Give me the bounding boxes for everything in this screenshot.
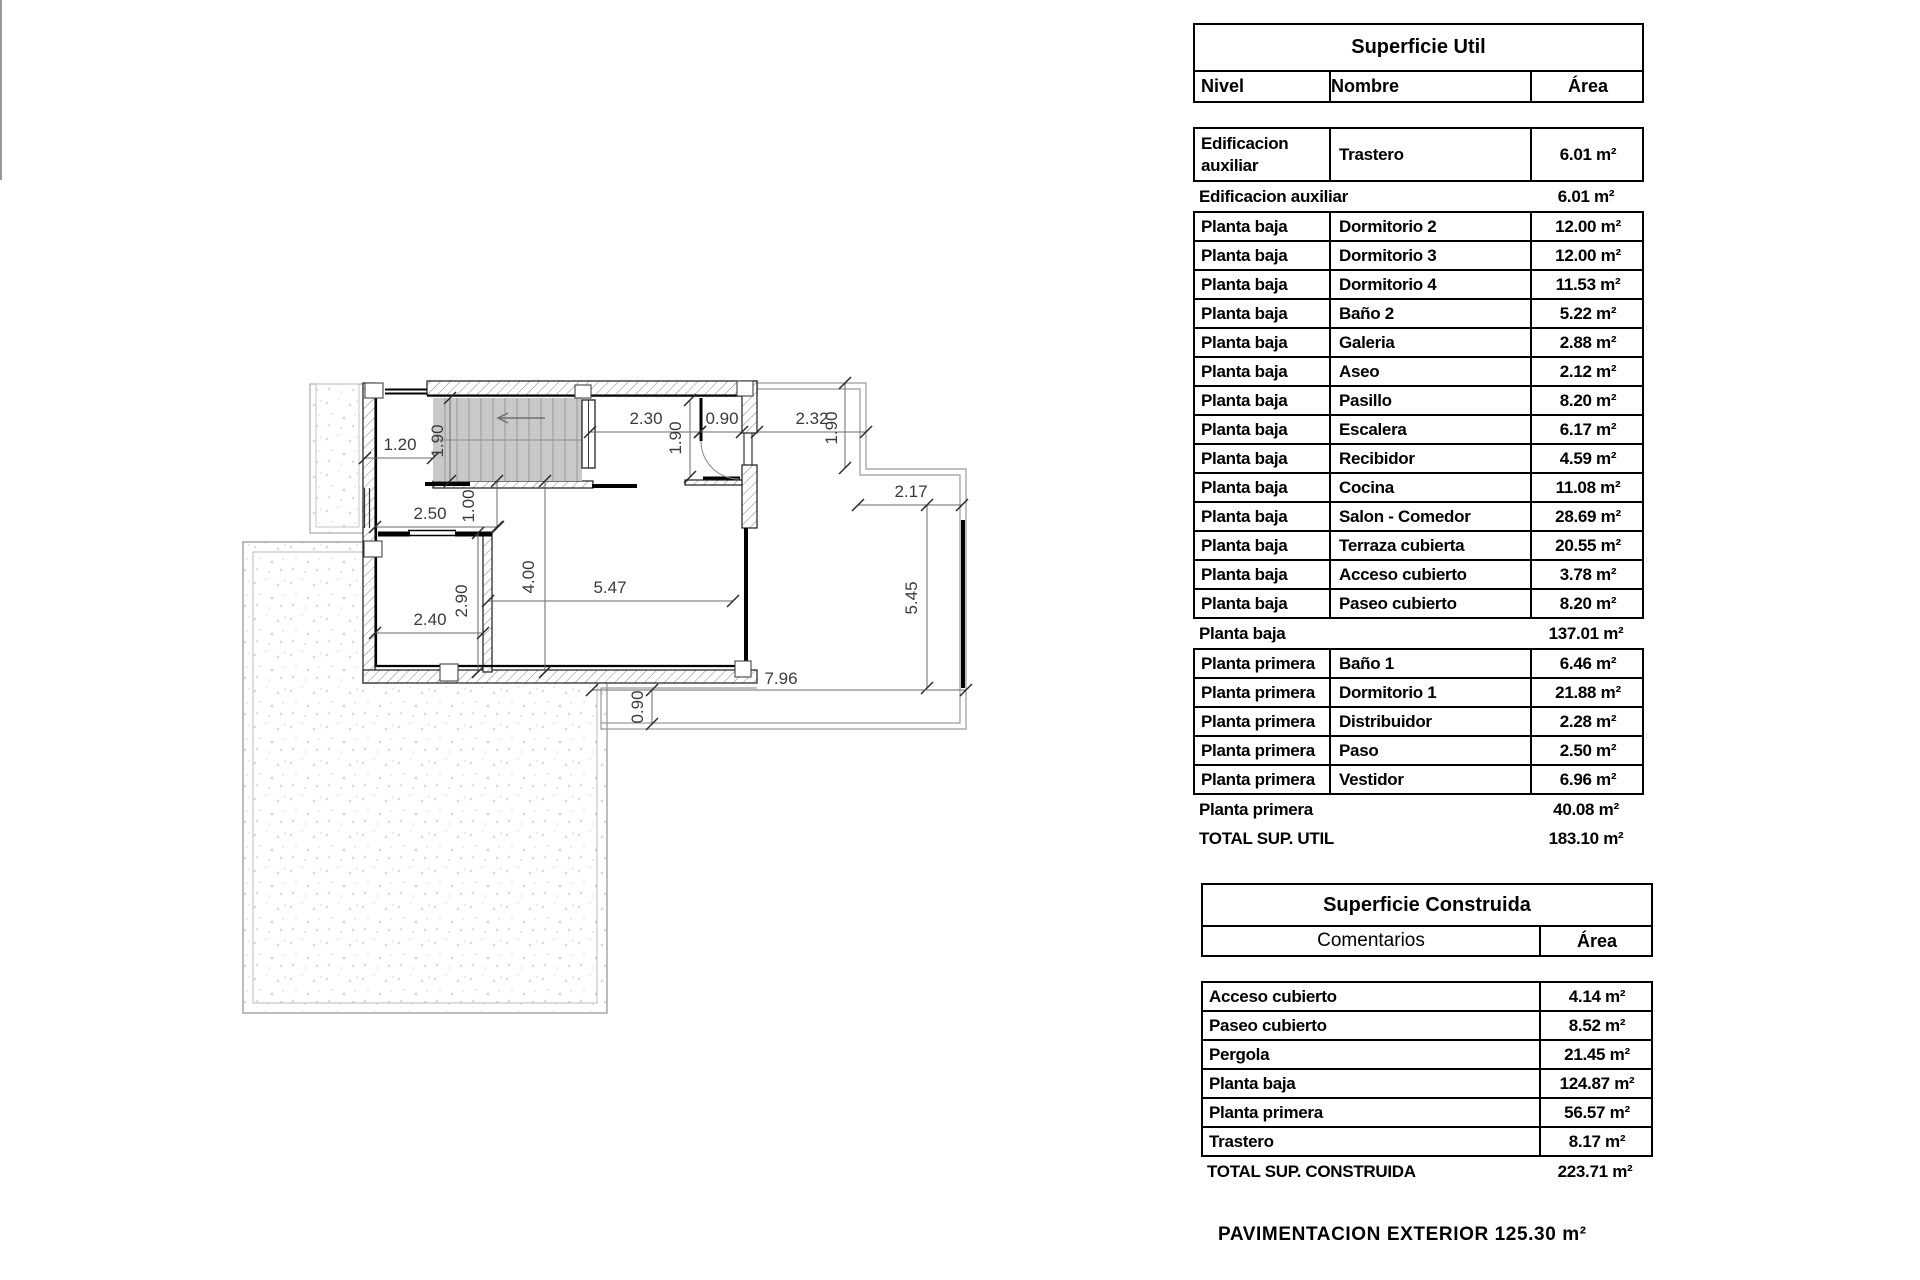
table-row bbox=[1193, 127, 1644, 182]
table-row bbox=[1193, 677, 1644, 708]
cell-area: 8.17 m² bbox=[1539, 1128, 1653, 1155]
cell-area: 5.22 m² bbox=[1530, 300, 1644, 327]
dimension-label: 1.90 bbox=[822, 411, 841, 445]
cell-nombre: Paso bbox=[1329, 737, 1530, 764]
dimension-label: 2.17 bbox=[894, 482, 928, 501]
cell-comentario: Paseo cubierto bbox=[1209, 1015, 1327, 1035]
cell-area: 20.55 m² bbox=[1530, 532, 1644, 559]
cell-comentario: Acceso cubierto bbox=[1209, 986, 1337, 1006]
dimension-label: 4.00 bbox=[519, 560, 538, 594]
cell-nombre: Vestidor bbox=[1329, 766, 1530, 793]
table-row bbox=[1201, 1126, 1653, 1157]
cell-nivel: Planta primera bbox=[1201, 769, 1315, 789]
cell-nivel: Planta baja bbox=[1201, 361, 1288, 381]
cell-nombre: Terraza cubierta bbox=[1329, 532, 1530, 559]
table-row bbox=[1201, 1068, 1653, 1099]
cell-nombre: Dormitorio 2 bbox=[1329, 213, 1530, 240]
cell-area: 2.88 m² bbox=[1530, 329, 1644, 356]
dimension-label: 5.45 bbox=[902, 581, 921, 615]
cell-nivel: Planta baja bbox=[1201, 332, 1288, 352]
cell-nivel: Planta baja bbox=[1201, 419, 1288, 439]
cell-nivel: Planta baja bbox=[1201, 390, 1288, 410]
cell-comentario: Pergola bbox=[1209, 1044, 1270, 1064]
cell-area: 6.46 m² bbox=[1530, 650, 1644, 677]
header-area-2: Área bbox=[1539, 927, 1653, 955]
dimension-label: 1.90 bbox=[666, 421, 685, 455]
cell-nombre: Baño 2 bbox=[1329, 300, 1530, 327]
subtotal-label: TOTAL SUP. UTIL bbox=[1199, 828, 1334, 848]
subtotal-value: 6.01 m² bbox=[1557, 186, 1615, 206]
paving-strip-top-left bbox=[310, 384, 365, 533]
cell-area: 56.57 m² bbox=[1539, 1099, 1653, 1126]
cell-area: 6.17 m² bbox=[1530, 416, 1644, 443]
cell-comentario: Trastero bbox=[1209, 1131, 1274, 1151]
table-row bbox=[1193, 588, 1644, 619]
cell-area: 6.01 m² bbox=[1530, 129, 1644, 180]
total-construida-row bbox=[1201, 1157, 1653, 1186]
table-row bbox=[1193, 559, 1644, 590]
cell-nivel: Planta primera bbox=[1201, 682, 1315, 702]
table-row bbox=[1201, 1097, 1653, 1128]
subtotal-row bbox=[1193, 619, 1644, 648]
cell-area: 6.96 m² bbox=[1530, 766, 1644, 793]
header-nombre: Nombre bbox=[1329, 72, 1530, 101]
cell-nombre: Distribuidor bbox=[1329, 708, 1530, 735]
cell-area: 11.53 m² bbox=[1530, 271, 1644, 298]
dimension-label: 2.40 bbox=[413, 610, 447, 629]
cell-comentario: Planta baja bbox=[1209, 1073, 1296, 1093]
table-row bbox=[1193, 356, 1644, 387]
cell-comentario: Planta primera bbox=[1209, 1102, 1323, 1122]
table-row bbox=[1201, 981, 1653, 1012]
table-row bbox=[1201, 1039, 1653, 1070]
dimension-label: 0.90 bbox=[705, 409, 739, 428]
cell-nivel: Planta baja bbox=[1201, 216, 1288, 236]
dimension-label: 2.32 bbox=[795, 409, 829, 428]
cell-nombre: Recibidor bbox=[1329, 445, 1530, 472]
pavimentacion-note: PAVIMENTACION EXTERIOR 125.30 m² bbox=[1218, 1224, 1587, 1245]
cell-area: 8.20 m² bbox=[1530, 590, 1644, 617]
subtotal-label: Planta baja bbox=[1199, 623, 1286, 643]
table-row bbox=[1193, 530, 1644, 561]
cell-nivel: Planta baja bbox=[1201, 448, 1288, 468]
cell-nivel: Edificacion auxiliar bbox=[1201, 134, 1289, 175]
cell-nombre: Baño 1 bbox=[1329, 650, 1530, 677]
table-row bbox=[1193, 240, 1644, 271]
dimension-label: 0.90 bbox=[628, 690, 647, 724]
subtotal-label: Planta primera bbox=[1199, 799, 1313, 819]
header-comentarios: Comentarios bbox=[1317, 930, 1425, 951]
cell-area: 11.08 m² bbox=[1530, 474, 1644, 501]
cell-nivel: Planta primera bbox=[1201, 653, 1315, 673]
cell-nombre: Dormitorio 1 bbox=[1329, 679, 1530, 706]
subtotal-value: 137.01 m² bbox=[1548, 623, 1624, 643]
cell-nombre: Escalera bbox=[1329, 416, 1530, 443]
table-row bbox=[1193, 501, 1644, 532]
cell-nivel: Planta baja bbox=[1201, 593, 1288, 613]
superficie-construida-title: Superficie Construida bbox=[1201, 883, 1653, 927]
cell-area: 12.00 m² bbox=[1530, 213, 1644, 240]
table-row bbox=[1193, 211, 1644, 242]
table-row bbox=[1193, 472, 1644, 503]
cell-nombre: Paseo cubierto bbox=[1329, 590, 1530, 617]
cell-area: 21.45 m² bbox=[1539, 1041, 1653, 1068]
total-row bbox=[1193, 824, 1644, 853]
superficie-util-table bbox=[1193, 23, 1644, 853]
cell-area: 124.87 m² bbox=[1539, 1070, 1653, 1097]
total-construida-value: 223.71 m² bbox=[1557, 1161, 1633, 1181]
dimension-label: 2.30 bbox=[629, 409, 663, 428]
dimension-label: 1.90 bbox=[428, 424, 447, 458]
cell-nivel: Planta baja bbox=[1201, 535, 1288, 555]
staircase bbox=[433, 398, 595, 481]
dimension-label: 2.50 bbox=[413, 504, 447, 523]
cell-area: 4.14 m² bbox=[1539, 983, 1653, 1010]
table-row bbox=[1193, 764, 1644, 795]
header-area: Área bbox=[1530, 72, 1644, 101]
header-nivel: Nivel bbox=[1201, 76, 1245, 96]
superficie-construida-table bbox=[1201, 883, 1653, 1186]
cell-nivel: Planta baja bbox=[1201, 477, 1288, 497]
superficie-util-rows bbox=[1193, 127, 1644, 853]
cell-nombre: Dormitorio 3 bbox=[1329, 242, 1530, 269]
subtotal-value: 40.08 m² bbox=[1553, 799, 1619, 819]
dimension-label: 7.96 bbox=[764, 669, 798, 688]
cell-nombre: Aseo bbox=[1329, 358, 1530, 385]
cell-nivel: Planta baja bbox=[1201, 303, 1288, 323]
total-construida-label: TOTAL SUP. CONSTRUIDA bbox=[1207, 1161, 1416, 1181]
table-row bbox=[1193, 298, 1644, 329]
cell-area: 2.12 m² bbox=[1530, 358, 1644, 385]
cell-area: 12.00 m² bbox=[1530, 242, 1644, 269]
cell-nombre: Galeria bbox=[1329, 329, 1530, 356]
cell-area: 28.69 m² bbox=[1530, 503, 1644, 530]
cell-area: 8.52 m² bbox=[1539, 1012, 1653, 1039]
cell-area: 21.88 m² bbox=[1530, 679, 1644, 706]
subtotal-label: Edificacion auxiliar bbox=[1199, 186, 1348, 206]
table-row bbox=[1193, 648, 1644, 679]
table-row bbox=[1193, 443, 1644, 474]
table-row bbox=[1193, 385, 1644, 416]
superficie-construida-rows bbox=[1201, 981, 1653, 1157]
superficie-util-title: Superficie Util bbox=[1193, 23, 1644, 72]
cell-nivel: Planta baja bbox=[1201, 506, 1288, 526]
cell-nombre: Dormitorio 4 bbox=[1329, 271, 1530, 298]
cell-area: 2.50 m² bbox=[1530, 737, 1644, 764]
table-row bbox=[1193, 735, 1644, 766]
dimension-label: 1.20 bbox=[383, 435, 417, 454]
cell-nombre: Trastero bbox=[1329, 129, 1530, 180]
table-row bbox=[1193, 414, 1644, 445]
cell-nombre: Salon - Comedor bbox=[1329, 503, 1530, 530]
subtotal-row bbox=[1193, 182, 1644, 211]
cell-nombre: Cocina bbox=[1329, 474, 1530, 501]
table-row bbox=[1193, 327, 1644, 358]
table-row bbox=[1193, 269, 1644, 300]
cell-nombre: Acceso cubierto bbox=[1329, 561, 1530, 588]
cell-nivel: Planta baja bbox=[1201, 245, 1288, 265]
dimension-label: 5.47 bbox=[593, 578, 627, 597]
cell-nombre: Pasillo bbox=[1329, 387, 1530, 414]
cell-area: 3.78 m² bbox=[1530, 561, 1644, 588]
cell-area: 8.20 m² bbox=[1530, 387, 1644, 414]
table-row bbox=[1201, 1010, 1653, 1041]
cell-nivel: Planta primera bbox=[1201, 711, 1315, 731]
cell-nivel: Planta baja bbox=[1201, 274, 1288, 294]
dimension-label: 1.00 bbox=[459, 489, 478, 523]
cell-nivel: Planta baja bbox=[1201, 564, 1288, 584]
table-row bbox=[1193, 706, 1644, 737]
subtotal-value: 183.10 m² bbox=[1548, 828, 1624, 848]
cell-area: 4.59 m² bbox=[1530, 445, 1644, 472]
superficie-util-header bbox=[1193, 70, 1644, 103]
subtotal-row bbox=[1193, 795, 1644, 824]
cell-area: 2.28 m² bbox=[1530, 708, 1644, 735]
dimension-label: 2.90 bbox=[452, 584, 471, 618]
cell-nivel: Planta primera bbox=[1201, 740, 1315, 760]
superficie-construida-header bbox=[1201, 925, 1653, 957]
